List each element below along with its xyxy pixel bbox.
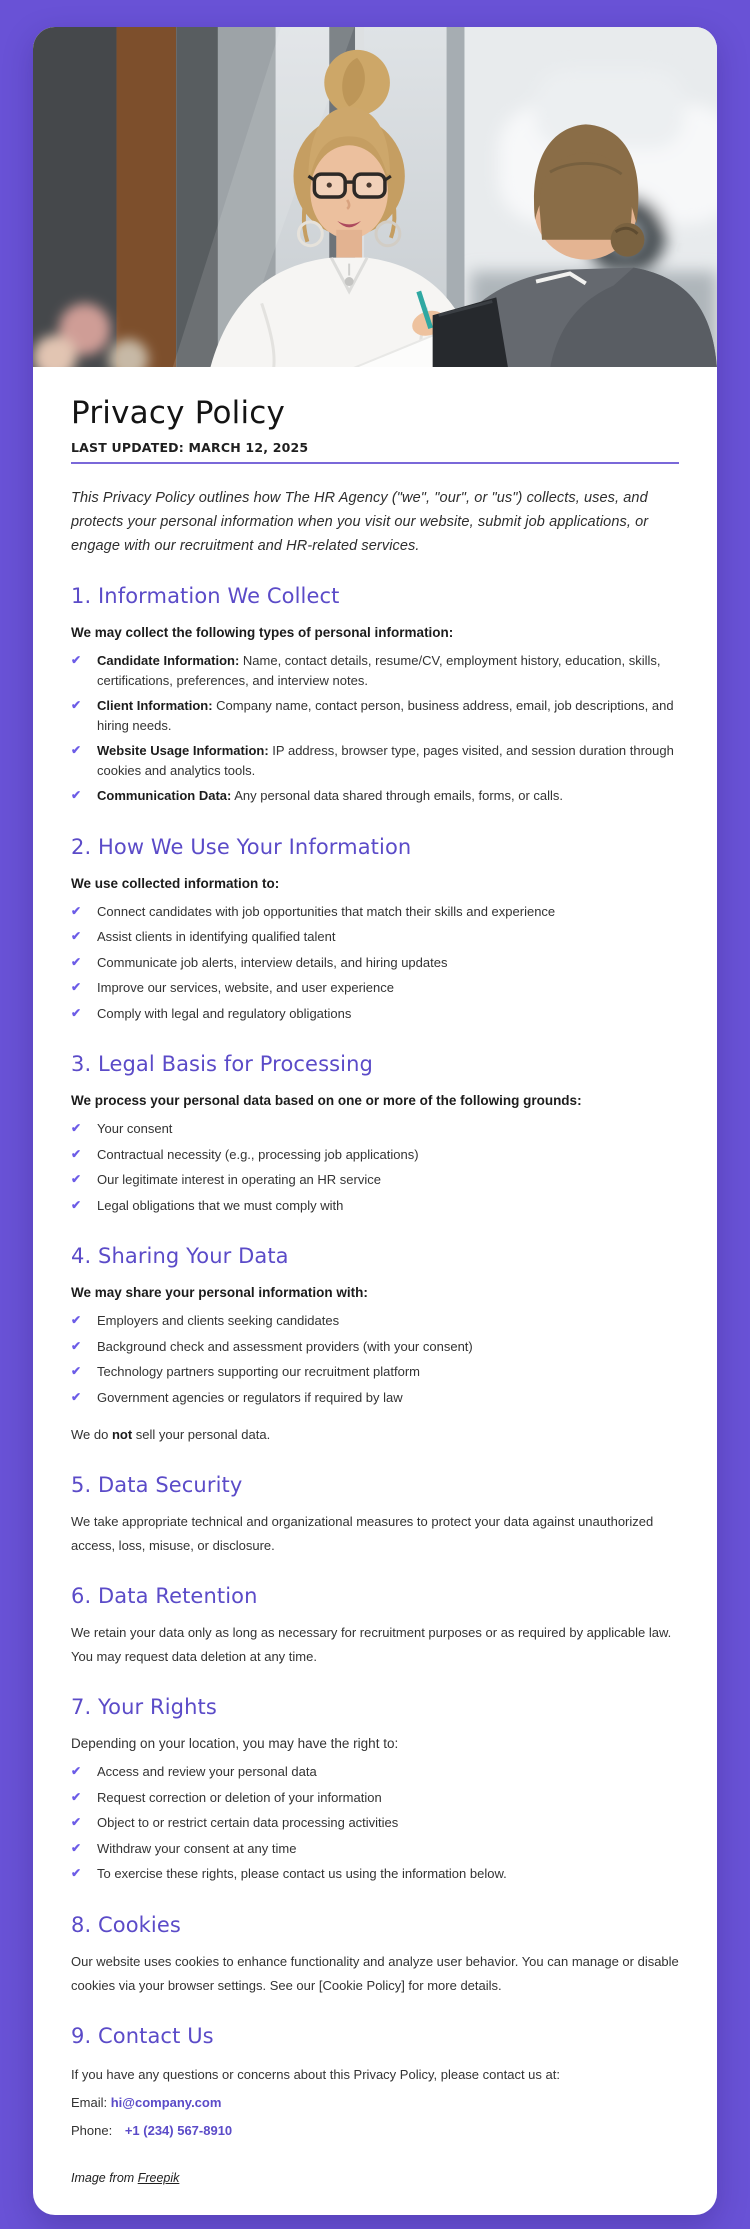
list-item: [71, 950, 679, 976]
list-item: [71, 1861, 679, 1887]
policy-section: [71, 835, 679, 1027]
check-icon: ✔: [71, 1389, 82, 1404]
text-run: Legal obligations that we must comply with: [97, 1197, 344, 1213]
list-item-text: [97, 1145, 419, 1165]
check-icon: ✔: [71, 1197, 82, 1212]
text-run: Improve our services, website, and user experience: [97, 980, 394, 996]
bold-text: Communication Data:: [97, 788, 232, 804]
section-paragraph: [71, 1950, 679, 1998]
policy-section: [71, 1052, 679, 1218]
email-link[interactable]: hi@company.com: [110, 2095, 222, 2111]
list-item: [71, 899, 679, 925]
list-item-text: [97, 1170, 381, 1190]
section-heading: 4. Sharing Your Data: [71, 1244, 289, 1269]
list-item: [71, 783, 679, 809]
check-icon: ✔: [71, 1313, 82, 1328]
policy-section: [71, 2024, 679, 2143]
text-run: Background check and assessment providers (with your consent): [97, 1338, 473, 1354]
list-item: [71, 648, 679, 693]
list-item-text: [97, 1004, 351, 1024]
list-item: [71, 1193, 679, 1219]
section-paragraph: [71, 1510, 679, 1558]
list-item-text: [97, 1864, 507, 1884]
bold-text: Client Information:: [97, 698, 213, 714]
list-item-text: [97, 953, 447, 973]
check-icon: ✔: [71, 1121, 82, 1136]
list-item: [71, 1385, 679, 1411]
sections: [71, 584, 679, 2143]
list-item-text: [97, 696, 679, 735]
image-credit: [71, 2171, 679, 2185]
check-icon: ✔: [71, 1364, 82, 1379]
list-item: [71, 1001, 679, 1027]
check-icon: ✔: [71, 1146, 82, 1161]
list-item-text: [97, 1762, 317, 1782]
check-icon: ✔: [71, 1172, 82, 1187]
policy-section: [71, 1244, 679, 1447]
list-item: [71, 975, 679, 1001]
text-run: To exercise these rights, please contact us using the information below.: [97, 1866, 507, 1882]
section-heading: 2. How We Use Your Information: [71, 834, 412, 859]
policy-card: [33, 27, 717, 2215]
text-run: Email:: [71, 2095, 111, 2111]
text-run: Name, contact details, resume/CV, employment history, education, skills, certifications, preferences, and interview notes.: [97, 653, 661, 688]
section-heading: 6. Data Retention: [71, 1584, 258, 1609]
text-run: Assist clients in identifying qualified talent: [97, 929, 336, 945]
text-run: Access and review your personal data: [97, 1764, 317, 1780]
section-lead: We use collected information to:: [71, 875, 280, 891]
check-icon: ✔: [71, 903, 82, 918]
phone-link[interactable]: +1 (234) 567-8910: [124, 2123, 233, 2139]
section-lead: We process your personal data based on one or more of the following grounds:: [71, 1093, 582, 1109]
text-run: Object to or restrict certain data processing activities: [97, 1815, 399, 1831]
list-item-text: [97, 1839, 296, 1859]
text-run: Government agencies or regulators if required by law: [97, 1389, 403, 1405]
list-item-text: [97, 1337, 473, 1357]
text-run: We retain your data only as long as necessary for recruitment purposes or as required by applicable law. You may request data deletion at any time.: [71, 1625, 672, 1665]
list-item: [71, 1167, 679, 1193]
list-item-text: [97, 786, 563, 806]
text-run: Our legitimate interest in operating an HR service: [97, 1172, 381, 1188]
list-item: [71, 1142, 679, 1168]
list-item-text: [97, 1196, 343, 1216]
text-run: Comply with legal and regulatory obligations: [97, 1005, 352, 1021]
section-heading: 7. Your Rights: [71, 1695, 217, 1720]
list-item-text: [97, 741, 679, 780]
text-run: Withdraw your consent at any time: [97, 1840, 297, 1856]
check-list: [71, 1308, 679, 1410]
check-list: [71, 1116, 679, 1218]
list-item-text: [97, 1362, 420, 1382]
hero-image: [33, 27, 717, 367]
list-item: [71, 1359, 679, 1385]
section-heading: 5. Data Security: [71, 1473, 243, 1498]
list-item: [71, 1810, 679, 1836]
check-list: [71, 1759, 679, 1887]
text-run: Technology partners supporting our recruitment platform: [97, 1364, 420, 1380]
policy-content: [33, 367, 717, 2215]
section-lead: We may collect the following types of personal information:: [71, 625, 454, 641]
check-icon: ✔: [71, 1866, 82, 1881]
list-item-text: [97, 978, 394, 998]
list-item-text: [97, 1788, 382, 1808]
policy-section: [71, 1473, 679, 1558]
list-item: [71, 924, 679, 950]
section-paragraph: [71, 2091, 679, 2115]
text-run: Request correction or deletion of your information: [97, 1789, 382, 1805]
check-icon: ✔: [71, 980, 82, 995]
text-run: Image from: [71, 2171, 138, 2186]
text-run: Employers and clients seeking candidates: [97, 1313, 340, 1329]
list-item-text: [97, 1388, 403, 1408]
text-run: Phone:: [71, 2123, 116, 2139]
check-icon: ✔: [71, 1840, 82, 1855]
text-run: Contractual necessity (e.g., processing job applications): [97, 1146, 419, 1162]
check-icon: ✔: [71, 1005, 82, 1020]
text-run: Any personal data shared through emails, forms, or calls.: [231, 788, 564, 804]
policy-section: [71, 1913, 679, 1998]
intro-paragraph: This Privacy Policy outlines how The HR Agency ("we", "our", or "us") collects, uses, and protects your personal information when you visit our website, submit job applications, or engage with our recruitment and HR-related services.: [71, 490, 649, 555]
text-run: Your consent: [97, 1121, 173, 1137]
list-item-text: [97, 927, 335, 947]
section-paragraph: [71, 1621, 679, 1669]
check-icon: ✔: [71, 1789, 82, 1804]
policy-section: [71, 584, 679, 809]
list-item: [71, 1334, 679, 1360]
list-item-text: [97, 651, 679, 690]
list-item: [71, 693, 679, 738]
list-item-text: [97, 1119, 172, 1139]
check-icon: ✔: [71, 653, 82, 668]
policy-section: [71, 1584, 679, 1669]
text-run: We take appropriate technical and organizational measures to protect your data against unauthorized access, loss, misuse, or disclosure.: [71, 1514, 654, 1554]
check-list: [71, 899, 679, 1027]
list-item: [71, 1785, 679, 1811]
check-icon: ✔: [71, 788, 82, 803]
bold-text: not: [111, 1427, 133, 1443]
list-item: [71, 1116, 679, 1142]
text-run: sell your personal data.: [132, 1427, 271, 1443]
text-run: Connect candidates with job opportunities that match their skills and experience: [97, 903, 556, 919]
list-item: [71, 1836, 679, 1862]
list-item: [71, 1759, 679, 1785]
check-icon: ✔: [71, 698, 82, 713]
divider: [71, 462, 679, 464]
section-paragraph: [71, 2119, 679, 2143]
list-item-text: [97, 1813, 398, 1833]
text-run: If you have any questions or concerns about this Privacy Policy, please contact us at:: [71, 2067, 560, 2083]
section-lead: We may share your personal information with:: [71, 1285, 368, 1301]
check-icon: ✔: [71, 1338, 82, 1353]
list-item-text: [97, 1311, 339, 1331]
text-run: We do: [71, 1427, 112, 1443]
section-heading: 1. Information We Collect: [71, 584, 340, 609]
list-item-text: [97, 902, 555, 922]
text-run: Company name, contact person, business address, email, job descriptions, and hiring needs.: [97, 698, 674, 733]
text-run: Communicate job alerts, interview details, and hiring updates: [97, 954, 448, 970]
check-icon: ✔: [71, 954, 82, 969]
text-run: Our website uses cookies to enhance functionality and analyze user behavior. You can manage or disable cookies via your browser settings. See our [Cookie Policy] for more details.: [71, 1953, 679, 1993]
last-updated: LAST UPDATED: MARCH 12, 2025: [71, 440, 309, 455]
section-heading: 3. Legal Basis for Processing: [71, 1052, 373, 1077]
check-icon: ✔: [71, 743, 82, 758]
section-heading: 8. Cookies: [71, 1912, 181, 1937]
section-paragraph: [71, 2063, 679, 2087]
check-icon: ✔: [71, 1815, 82, 1830]
check-icon: ✔: [71, 1764, 82, 1779]
section-paragraph: [71, 1423, 679, 1447]
bold-text: Website Usage Information:: [97, 743, 269, 759]
section-lead: Depending on your location, you may have the right to:: [71, 1736, 399, 1752]
list-item: [71, 1308, 679, 1334]
bold-text: Candidate Information:: [97, 653, 240, 669]
check-list: [71, 648, 679, 809]
page-title: Privacy Policy: [71, 395, 286, 431]
check-icon: ✔: [71, 929, 82, 944]
section-heading: 9. Contact Us: [71, 2024, 214, 2049]
freepik-link[interactable]: Freepik: [137, 2171, 180, 2186]
policy-section: [71, 1695, 679, 1887]
text-run: IP address, browser type, pages visited, and session duration through cookies and analytics tools.: [97, 743, 674, 778]
list-item: [71, 738, 679, 783]
